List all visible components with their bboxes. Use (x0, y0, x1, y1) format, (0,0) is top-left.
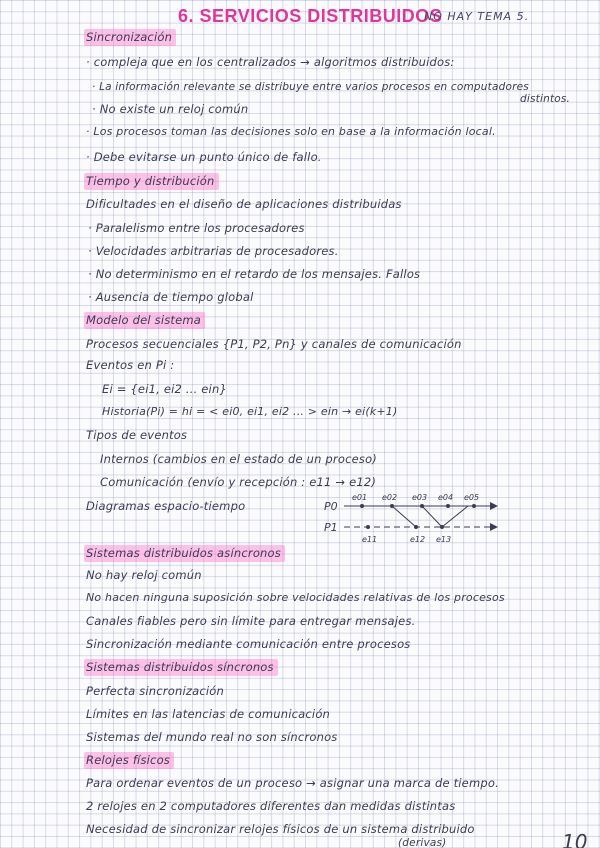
note-line: Para ordenar eventos de un proceso → asignar una marca de tiempo. (86, 776, 499, 790)
message-arrow (442, 506, 468, 527)
note-line: 2 relojes en 2 computadores diferentes dan medidas distintas (86, 799, 456, 813)
section-heading-relojes: Relojes físicos (84, 753, 174, 767)
p0-label: P0 (324, 500, 338, 513)
note-line: Historia(Pi) = hi = < ei0, ei1, ei2 ... > ein → ei(k+1) (102, 405, 398, 418)
note-line: · Los procesos toman las decisiones solo en base a la información local. (86, 125, 496, 138)
page-note: NO HAY TEMA 5. (424, 10, 530, 23)
note-line: · No existe un reloj común (92, 102, 249, 116)
label-e04: e04 (438, 493, 454, 502)
note-line: Sistemas del mundo real no son síncronos (86, 730, 338, 744)
note-line: Comunicación (envío y recepción : e11 → e12) (100, 475, 377, 489)
section-heading-sincronizacion: Sincronización (84, 30, 176, 44)
note-line: Internos (cambios en el estado de un proceso) (100, 452, 377, 466)
label-e02: e02 (382, 493, 398, 502)
event-e11 (366, 525, 370, 529)
p1-label: P1 (324, 521, 338, 534)
note-line: · Velocidades arbitrarias de procesadores. (88, 244, 339, 258)
page-title: 6. SERVICIOS DISTRIBUIDOS (178, 6, 443, 26)
message-arrow (422, 506, 442, 527)
section-heading-tiempo: Tiempo y distribución (84, 174, 219, 188)
note-line: Ei = {ei1, ei2 ... ein} (102, 382, 227, 396)
note-line: Tipos de eventos (86, 428, 188, 442)
note-line: Eventos en Pi : (86, 358, 175, 372)
event-e04 (446, 504, 450, 508)
label-e01: e01 (352, 493, 368, 502)
note-line: · No determinismo en el retardo de los mensajes. Fallos (88, 267, 421, 281)
label-e13: e13 (436, 535, 452, 544)
note-line: Sincronización mediante comunicación entre procesos (86, 637, 411, 651)
note-line: distintos. (520, 93, 571, 105)
note-line: Necesidad de sincronizar relojes físicos de un sistema distribuido (86, 822, 475, 836)
note-line: · Paralelismo entre los procesadores (88, 221, 305, 235)
label-e12: e12 (410, 535, 426, 544)
message-arrow (392, 506, 416, 527)
note-line: (derivas) (398, 837, 447, 848)
note-line: Dificultades en el diseño de aplicaciones distribuidas (86, 197, 402, 211)
note-line: No hay reloj común (86, 568, 202, 582)
event-e05 (472, 504, 476, 508)
note-line: · La información relevante se distribuye entre varios procesos en computadores (92, 81, 529, 93)
label-e03: e03 (412, 493, 428, 502)
space-time-diagram (318, 488, 508, 548)
note-line: Diagramas espacio-tiempo (86, 499, 246, 513)
page-number: 10 (562, 830, 588, 848)
note-line: · compleja que en los centralizados → algoritmos distribuidos: (86, 55, 455, 69)
note-line: Canales fiables pero sin límite para entregar mensajes. (86, 614, 416, 628)
section-heading-sincronos: Sistemas distribuidos síncronos (84, 660, 278, 674)
note-line: Procesos secuenciales {P1, P2, Pn} y canales de comunicación (86, 337, 462, 351)
section-heading-modelo: Modelo del sistema (84, 313, 205, 327)
note-line: · Debe evitarse un punto único de fallo. (86, 150, 322, 164)
note-line: · Ausencia de tiempo global (88, 290, 254, 304)
event-e01 (360, 504, 364, 508)
diagram-bottom-events (362, 525, 451, 544)
label-e11: e11 (362, 535, 378, 544)
label-e05: e05 (464, 493, 480, 502)
note-line: Límites en las latencias de comunicación (86, 707, 331, 721)
note-line: No hacen ninguna suposición sobre velocidades relativas de los procesos (86, 591, 505, 604)
note-line: Perfecta sincronización (86, 684, 224, 698)
section-heading-asincronos: Sistemas distribuidos asíncronos (84, 546, 285, 560)
